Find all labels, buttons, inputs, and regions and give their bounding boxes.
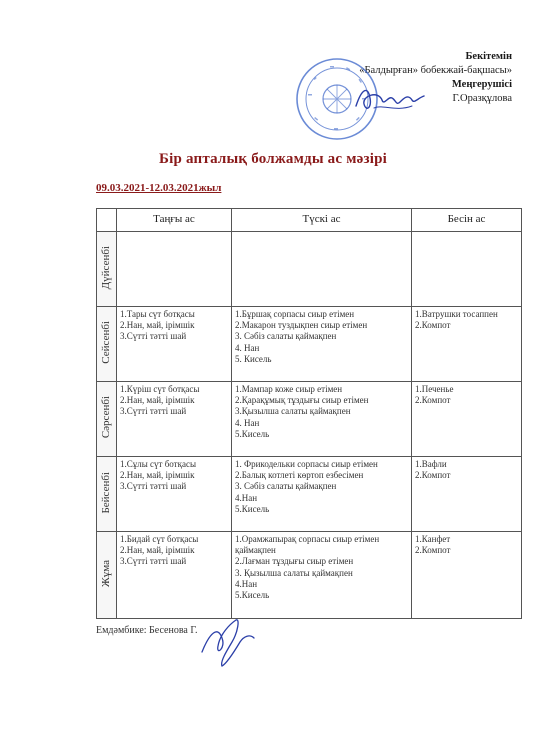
menu-item: 2.Нан, май, ірімшік <box>120 320 195 331</box>
table-row <box>97 532 522 619</box>
table-header-row <box>97 209 522 232</box>
approval-organization: «Балдырған» бобекжай-бақшасы» <box>359 65 512 76</box>
menu-item: 3.Қызылша салаты қаймақпен <box>235 406 351 417</box>
day-cell <box>97 307 117 382</box>
menu-item: 3.Сүтті тәтті шай <box>120 406 187 417</box>
header-day <box>97 209 117 232</box>
menu-item: 1.Печенье <box>415 384 454 394</box>
table-row <box>97 382 522 457</box>
header-lunch: Түскі ас <box>232 209 412 232</box>
approval-name: Г.Оразқұлова <box>452 93 512 104</box>
menu-period: 09.03.2021-12.03.2021жыл <box>96 182 222 194</box>
day-label: Сейсенбі <box>99 321 112 364</box>
day-cell <box>97 232 117 307</box>
menu-item: 3.Сүтті тәтті шай <box>120 556 187 567</box>
menu-item: 2.Компот <box>415 470 451 481</box>
snack-cell <box>412 457 522 532</box>
menu-item: 3. Қызылша салаты қаймақпен <box>235 567 353 578</box>
menu-item: 2.Компот <box>415 545 451 556</box>
menu-item: 2.Лағман тұздығы сиыр етімен <box>235 556 354 567</box>
day-cell <box>97 457 117 532</box>
menu-item: 1.Бұршақ сорпасы сиыр етімен <box>235 309 355 319</box>
menu-item: 4.Нан <box>235 492 258 503</box>
breakfast-cell <box>117 532 232 619</box>
menu-item: 1.Орамжапырақ сорпасы сиыр етімен қаймақпен <box>235 534 380 556</box>
menu-item: 3. Сәбіз салаты қаймақпен <box>235 481 337 492</box>
signature-icon <box>352 82 430 116</box>
approval-position: Меңгерушісі <box>451 79 512 90</box>
menu-item: 4.Нан <box>235 578 258 589</box>
day-label: Сәрсенбі <box>99 396 112 439</box>
snack-cell <box>412 307 522 382</box>
snack-cell <box>412 232 522 307</box>
breakfast-cell <box>117 457 232 532</box>
menu-item: 2.Компот <box>415 395 451 406</box>
day-label: Жұма <box>99 559 112 587</box>
menu-item: 1.Ватрушки тосаппен <box>415 309 498 319</box>
day-label: Дүйсенбі <box>99 245 112 290</box>
menu-item: 1.Канфет <box>415 534 451 544</box>
lunch-cell <box>232 382 412 457</box>
lunch-cell <box>232 307 412 382</box>
weekly-menu-table <box>96 208 522 619</box>
menu-item: 4. Нан <box>235 417 260 428</box>
menu-item: 1. Фрикодельки сорпасы сиыр етімен <box>235 459 378 469</box>
table-row <box>97 307 522 382</box>
menu-item: 2.Компот <box>415 320 451 331</box>
menu-item: 5.Кисель <box>235 503 270 514</box>
table-row <box>97 232 522 307</box>
menu-item: 2.Макарон туздықпен сиыр етімен <box>235 320 368 331</box>
menu-item: 4. Нан <box>235 342 260 353</box>
menu-item: 1.Вафли <box>415 459 447 469</box>
menu-item: 1.Тары сүт ботқасы <box>120 309 195 319</box>
header-snack: Бесін ас <box>412 209 522 232</box>
approval-heading: Бекітемін <box>465 51 512 62</box>
day-cell <box>97 532 117 619</box>
menu-item: 5. Кисель <box>235 353 272 364</box>
breakfast-cell <box>117 307 232 382</box>
menu-item: 3.Сүтті тәтті шай <box>120 481 187 492</box>
table-row <box>97 457 522 532</box>
dietitian-name: Емдәмбике: Бесенова Г. <box>96 625 198 636</box>
menu-item: 1.Мампар коже сиыр етімен <box>235 384 343 394</box>
menu-item: 2.Балық котлеті көртоп езбесімен <box>235 470 364 481</box>
menu-title: Бір апталық болжамды ас мәзірі <box>159 151 387 167</box>
menu-item: 2.Қарақұмық тұздығы сиыр етімен <box>235 395 369 406</box>
menu-item: 2.Нан, май, ірімшік <box>120 395 195 406</box>
menu-item: 5.Кисель <box>235 428 270 439</box>
menu-item: 3. Сәбіз салаты қаймақпен <box>235 331 337 342</box>
menu-item: 2.Нан, май, ірімшік <box>120 470 195 481</box>
day-label: Бейсенбі <box>99 471 112 514</box>
snack-cell <box>412 532 522 619</box>
menu-item: 1.Сұлы сүт ботқасы <box>120 459 197 469</box>
menu-item: 1.Күріш сүт ботқасы <box>120 384 200 394</box>
menu-item: 5.Кисель <box>235 590 270 601</box>
header-breakfast: Таңғы ас <box>117 209 232 232</box>
signature-icon <box>196 612 260 668</box>
menu-item: 3.Сүтті тәтті шай <box>120 331 187 342</box>
lunch-cell <box>232 457 412 532</box>
menu-item: 2.Нан, май, ірімшік <box>120 545 195 556</box>
breakfast-cell <box>117 232 232 307</box>
menu-item: 1.Бидай сүт ботқасы <box>120 534 199 544</box>
lunch-cell <box>232 232 412 307</box>
breakfast-cell <box>117 382 232 457</box>
day-cell <box>97 382 117 457</box>
snack-cell <box>412 382 522 457</box>
lunch-cell <box>232 532 412 619</box>
